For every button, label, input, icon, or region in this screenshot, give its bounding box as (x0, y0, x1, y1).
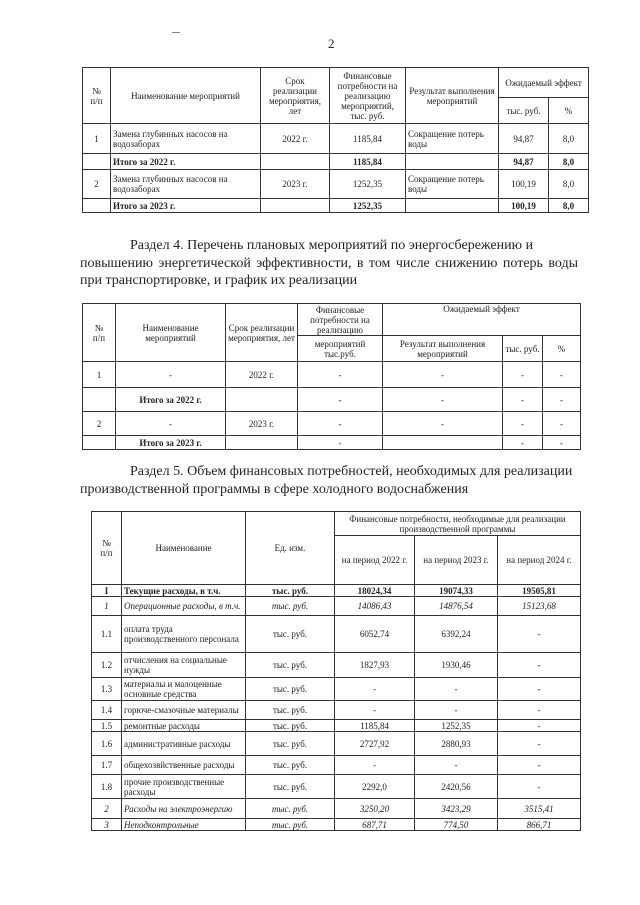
cell-unit: тыс. руб. (246, 819, 335, 831)
cell-num: 1.2 (92, 653, 122, 678)
cell-finance: - (298, 412, 383, 436)
cell-num: 1.5 (92, 720, 122, 732)
cell-num: 1.6 (92, 732, 122, 756)
cell-name: Операционные расходы, в т.ч. (122, 597, 246, 616)
cell-name: Замена глубинных насосов на водозаборах (111, 170, 261, 199)
section5-title (80, 463, 578, 498)
cell-2024: 866,71 (498, 819, 581, 831)
t3-header-finance: Финансовые потребности, необходимые для реализации производственной программы (335, 512, 581, 536)
cell-name: оплата труда производственного персонала (122, 616, 246, 653)
cell-2022: 6052,74 (335, 616, 415, 653)
cell-result (383, 436, 503, 450)
cell-name: отчисления на социальные нужды (122, 653, 246, 678)
header-num: № п/п (83, 68, 111, 124)
section5-title-rest: производственной программы в сфере холодного водоснабжения (80, 481, 469, 497)
cell-name: Итого за 2022 г. (111, 154, 261, 170)
header-effect: Ожидаемый эффект (499, 68, 589, 98)
header-result: Результат выполнения мероприятий (406, 68, 499, 124)
table-row (83, 154, 589, 170)
cell-num: 2 (83, 412, 116, 436)
cell-2022: 18024,34 (335, 585, 415, 597)
cell-unit: тыс. руб. (246, 585, 335, 597)
cell-result: - (383, 362, 503, 388)
cell-unit: тыс. руб. (246, 756, 335, 775)
cell-result (406, 199, 499, 213)
cell-unit: тыс. руб. (246, 720, 335, 732)
header-finance: Финансовые потребности на реализацию мероприятий, тыс. руб. (330, 68, 406, 124)
cell-effect-rub: - (503, 362, 543, 388)
table-row (83, 199, 589, 213)
header-term: Срок реализации мероприятия, лет (261, 68, 330, 124)
cell-name: Итого за 2023 г. (111, 199, 261, 213)
cell-unit: тыс. руб. (246, 616, 335, 653)
cell-2024: - (498, 775, 581, 799)
t3-header-2023: на период 2023 г. (415, 536, 498, 585)
cell-name: горюче-смазочные материалы (122, 701, 246, 720)
cell-term (226, 436, 298, 450)
cell-2024: 15123,68 (498, 597, 581, 616)
table-row (92, 732, 581, 756)
cell-unit: тыс. руб. (246, 775, 335, 799)
cell-unit: тыс. руб. (246, 701, 335, 720)
t3-header-name: Наименование (122, 512, 246, 585)
cell-2024: - (498, 678, 581, 701)
cell-num: 1 (92, 597, 122, 616)
cell-num: 3 (92, 819, 122, 831)
cell-result (406, 154, 499, 170)
cell-2023: 1930,46 (415, 653, 498, 678)
cell-effect-pct: 8,0 (549, 199, 589, 213)
cell-effect-rub: 100,19 (499, 199, 549, 213)
cell-num: 1.3 (92, 678, 122, 701)
cell-finance: - (298, 436, 383, 450)
cell-effect-pct: - (543, 362, 581, 388)
t2-header-rub: тыс. руб. (503, 336, 543, 362)
cell-term: 2023 г. (226, 412, 298, 436)
page-number: 2 (328, 36, 335, 51)
cell-2022: 1185,84 (335, 720, 415, 732)
table-row (92, 701, 581, 720)
cell-term: 2022 г. (261, 124, 330, 154)
cell-2024: 19505,81 (498, 585, 581, 597)
header-name: Наименование мероприятий (111, 68, 261, 124)
table-row (92, 775, 581, 799)
cell-2023: 1252,35 (415, 720, 498, 732)
cell-result: Сокращение потерь воды (406, 170, 499, 199)
table-row (83, 412, 581, 436)
cell-unit: тыс. руб. (246, 678, 335, 701)
cell-effect-pct: - (543, 388, 581, 412)
cell-2023: 3423,29 (415, 799, 498, 819)
t2-header-term: Срок реализации мероприятия, лет (226, 304, 298, 362)
cell-num: 1 (83, 362, 116, 388)
cell-2022: 2292,0 (335, 775, 415, 799)
cell-effect-rub: 94,87 (499, 124, 549, 154)
cell-effect-pct: 8,0 (549, 170, 589, 199)
cell-unit: тыс. руб. (246, 653, 335, 678)
cell-num: 1.1 (92, 616, 122, 653)
cell-num (83, 154, 111, 170)
cell-effect-pct: - (543, 436, 581, 450)
cell-2022: - (335, 701, 415, 720)
table-row (83, 388, 581, 412)
cell-num: 1 (83, 124, 111, 154)
table-row (92, 585, 581, 597)
cell-2024: - (498, 732, 581, 756)
section4-title (80, 237, 578, 290)
t2-header-name: Наименование мероприятий (116, 304, 226, 362)
cell-effect-rub: 94,87 (499, 154, 549, 170)
table-row (83, 170, 589, 199)
cell-num: 2 (92, 799, 122, 819)
cell-2022: 2727,92 (335, 732, 415, 756)
header-effect-pct: % (549, 98, 589, 124)
cell-2022: - (335, 678, 415, 701)
cell-2024: - (498, 616, 581, 653)
cell-2023: - (415, 756, 498, 775)
t3-header-2022: на период 2022 г. (335, 536, 415, 585)
cell-name: общехозяйственные расходы (122, 756, 246, 775)
cell-name: Итого за 2022 г. (116, 388, 226, 412)
cell-2024: 3515,41 (498, 799, 581, 819)
cell-2023: 2880,93 (415, 732, 498, 756)
table-row (92, 819, 581, 831)
cell-finance: - (298, 388, 383, 412)
cell-result: - (383, 412, 503, 436)
cell-2023: 19074,33 (415, 585, 498, 597)
cell-name: Замена глубинных насосов на водозаборах (111, 124, 261, 154)
cell-effect-rub: 100,19 (499, 170, 549, 199)
cell-2022: 1827,93 (335, 653, 415, 678)
cell-name: Текущие расходы, в т.ч. (122, 585, 246, 597)
header-effect-rub: тыс. руб. (499, 98, 549, 124)
cell-2022: 3250,20 (335, 799, 415, 819)
cell-2023: 774,50 (415, 819, 498, 831)
cell-unit: тыс. руб. (246, 732, 335, 756)
cell-2022: - (335, 756, 415, 775)
cell-2023: 6392,24 (415, 616, 498, 653)
cell-effect-pct: 8,0 (549, 154, 589, 170)
cell-name: прочие производственные расходы (122, 775, 246, 799)
cell-term (226, 388, 298, 412)
cell-finance: 1252,35 (330, 170, 406, 199)
table-row (92, 653, 581, 678)
cell-num: 1.7 (92, 756, 122, 775)
section5-title-line1: Раздел 5. Объем финансовых потребностей, необходимых для реализации (130, 464, 573, 479)
cell-effect-rub: - (503, 436, 543, 450)
cell-finance: - (298, 362, 383, 388)
cell-num: 1.4 (92, 701, 122, 720)
t2-header-result: Результат выполнения мероприятий (383, 336, 503, 362)
cell-num (83, 199, 111, 213)
table-row (83, 362, 581, 388)
table-row (92, 616, 581, 653)
cell-unit: тыс. руб. (246, 597, 335, 616)
cell-name: ремонтные расходы (122, 720, 246, 732)
cell-term (261, 199, 330, 213)
cell-2022: 14086,43 (335, 597, 415, 616)
cell-num (83, 436, 116, 450)
cell-2024: - (498, 701, 581, 720)
cell-2023: - (415, 701, 498, 720)
table-row (92, 597, 581, 616)
cell-2024: - (498, 720, 581, 732)
t2-header-num: № п/п (83, 304, 116, 362)
table-row (92, 720, 581, 732)
cell-2023: 14876,54 (415, 597, 498, 616)
table-row (92, 756, 581, 775)
table-row (83, 436, 581, 450)
cell-name: административные расходы (122, 732, 246, 756)
table-measures-water-loss (82, 67, 589, 213)
t3-header-2024: на период 2024 г. (498, 536, 581, 585)
cell-name: - (116, 362, 226, 388)
cell-num: I (92, 585, 122, 597)
cell-2022: 687,71 (335, 819, 415, 831)
cell-name: Итого за 2023 г. (116, 436, 226, 450)
cell-term (261, 154, 330, 170)
cell-result: - (383, 388, 503, 412)
t2-header-effect: Ожидаемый эффект (383, 304, 581, 336)
t3-header-num: № п/п (92, 512, 122, 585)
table-row (92, 678, 581, 701)
cell-finance: 1252,35 (330, 199, 406, 213)
t2-header-finance-bottom: мероприятий тыс.руб. (298, 336, 383, 362)
scan-mark (172, 32, 180, 33)
cell-name: материалы и малоценные основные средства (122, 678, 246, 701)
cell-unit: тыс. руб. (246, 799, 335, 819)
cell-name: Неподконтрольные (122, 819, 246, 831)
section4-title-rest: повышению энергетической эффективности, в том числе снижению потерь воды при транспортировке, и график их реализации (80, 255, 578, 288)
section4-title-line1: Раздел 4. Перечень плановых мероприятий по энергосбережению и (130, 238, 534, 253)
cell-effect-pct: 8,0 (549, 124, 589, 154)
cell-num (83, 388, 116, 412)
table-row (83, 124, 589, 154)
cell-2023: 2420,56 (415, 775, 498, 799)
table-energy-saving (82, 303, 581, 450)
t2-header-finance-top: Финансовые потребности на реализацию (298, 304, 383, 336)
cell-2024: - (498, 653, 581, 678)
cell-finance: 1185,84 (330, 154, 406, 170)
cell-effect-rub: - (503, 388, 543, 412)
cell-result: Сокращение потерь воды (406, 124, 499, 154)
cell-2024: - (498, 756, 581, 775)
cell-term: 2022 г. (226, 362, 298, 388)
table-row (92, 799, 581, 819)
cell-2023: - (415, 678, 498, 701)
cell-name: - (116, 412, 226, 436)
cell-num: 2 (83, 170, 111, 199)
cell-effect-pct: - (543, 412, 581, 436)
cell-finance: 1185,84 (330, 124, 406, 154)
cell-num: 1.8 (92, 775, 122, 799)
cell-effect-rub: - (503, 412, 543, 436)
t3-header-unit: Ед. изм. (246, 512, 335, 585)
t2-header-pct: % (543, 336, 581, 362)
cell-name: Расходы на электроэнергию (122, 799, 246, 819)
cell-term: 2023 г. (261, 170, 330, 199)
table-financial-needs (91, 511, 581, 831)
